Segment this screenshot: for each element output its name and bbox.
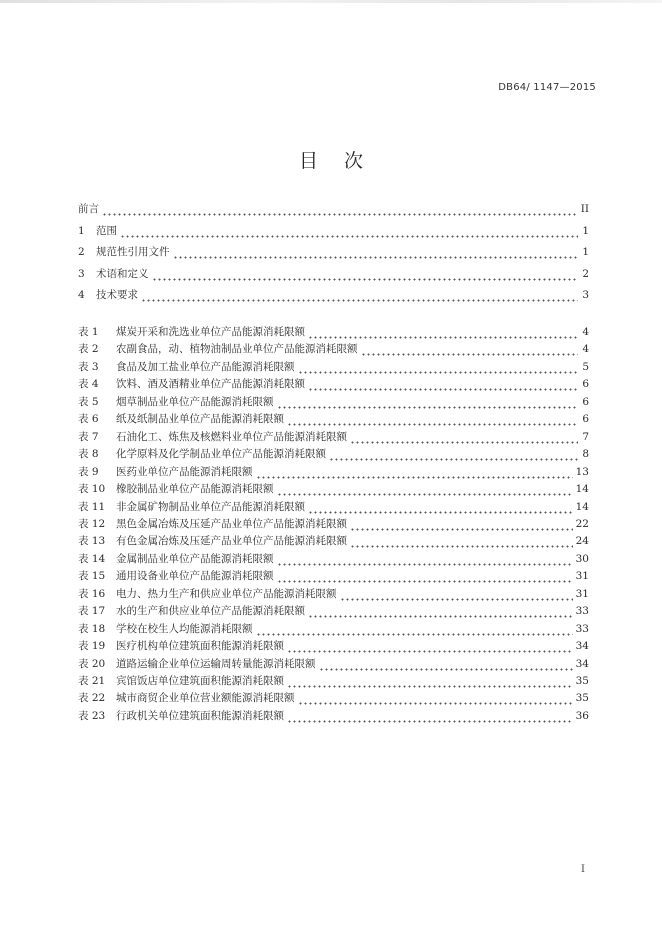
- toc-dot-leader: [277, 482, 573, 496]
- toc-entry-title: 水的生产和供应业单位产品能源消耗限额: [116, 605, 305, 618]
- toc-entry-number: 表 13: [78, 535, 106, 548]
- toc-table-entry[interactable]: [78, 393, 589, 409]
- toc-dot-leader: [256, 465, 573, 479]
- toc-dot-leader: [350, 430, 578, 444]
- toc-entry-number: 表 9: [78, 465, 99, 478]
- toc-entry-page: 24: [575, 535, 589, 548]
- toc-dot-leader: [287, 709, 573, 723]
- toc-table-entry[interactable]: [78, 637, 589, 653]
- toc-table-entry[interactable]: [78, 602, 589, 618]
- toc-dot-leader: [361, 342, 579, 356]
- toc-entry-number: 表 15: [78, 570, 106, 583]
- toc-entry-number: 表 3: [78, 360, 99, 373]
- toc-dot-leader: [298, 360, 579, 374]
- toc-entry-number: 表 11: [78, 500, 106, 513]
- toc-entry-page: 6: [582, 413, 589, 426]
- toc-dot-leader: [287, 639, 573, 653]
- toc-entry-page: 13: [575, 465, 589, 478]
- toc-entry-title: 医药业单位产品能源消耗限额: [116, 465, 253, 478]
- toc-table-entry[interactable]: [78, 323, 589, 339]
- toc-entry-title: 宾馆饭店单位建筑面积能源消耗限额: [116, 675, 284, 687]
- toc-entry-page: 30: [575, 552, 589, 565]
- toc-table-entry[interactable]: [78, 428, 589, 444]
- toc-dot-leader: [308, 604, 573, 618]
- toc-entry-page: 2: [582, 267, 589, 280]
- toc-table-entry[interactable]: [78, 340, 589, 356]
- toc-table-entry[interactable]: [78, 375, 589, 391]
- toc-entry-number: 表 10: [78, 483, 106, 496]
- toc-dot-leader: [298, 691, 573, 705]
- toc-entry-title: 城市商贸企业单位营业额能源消耗限额: [116, 692, 295, 705]
- toc-entry-title: 石油化工、炼焦及核燃料业单位产品能源消耗限额: [116, 430, 347, 443]
- toc-entry-title: 有色金属冶炼及压延产品业单位产品能源消耗限额: [116, 535, 347, 548]
- toc-table-entry[interactable]: [78, 567, 589, 583]
- toc-entry-page: 14: [575, 500, 589, 513]
- toc-entry-page: 31: [575, 570, 589, 583]
- toc-entry-page: 34: [575, 640, 589, 653]
- toc-entry-number: 表 12: [78, 517, 106, 530]
- toc-table-entry[interactable]: [78, 655, 589, 671]
- toc-entry-title: 范围: [96, 224, 117, 237]
- toc-entry-title: 纸及纸制品业单位产品能源消耗限额: [116, 413, 284, 426]
- toc-dot-leader: [102, 202, 578, 216]
- toc-entry-number: 表 2: [78, 343, 99, 356]
- toc-dot-leader: [287, 674, 573, 688]
- toc-entry-page: 5: [582, 360, 589, 373]
- toc-entry-number: 1: [78, 224, 85, 237]
- toc-entry-number: 表 5: [78, 395, 99, 408]
- toc-entry-number: 表 22: [78, 692, 106, 705]
- toc-entry-page: 1: [582, 246, 589, 259]
- toc-entry-number: 表 1: [78, 326, 99, 338]
- toc-entry-title: 学校在校生人均能源消耗限额: [116, 622, 253, 635]
- toc-table-entry[interactable]: [78, 463, 589, 479]
- toc-dot-leader: [287, 412, 578, 426]
- toc-entry-page: 3: [582, 289, 589, 302]
- toc-dot-leader: [319, 657, 573, 671]
- toc-entry-title: 术语和定义: [96, 267, 149, 280]
- toc-dot-leader: [256, 622, 573, 636]
- toc-entry-page: 36: [575, 709, 589, 722]
- toc-table-entry[interactable]: [78, 480, 589, 496]
- toc-entry-title: 食品及加工盐业单位产品能源消耗限额: [116, 360, 295, 373]
- toc-entry-title: 黑色金属冶炼及压延产品业单位产品能源消耗限额: [116, 517, 347, 530]
- toc-entry-number: 表 7: [78, 430, 99, 443]
- toc-entry-title: 非金属矿物制品业单位产品能源消耗限额: [116, 500, 305, 513]
- toc-entry-title: 技术要求: [96, 289, 138, 302]
- toc-table-entry[interactable]: [78, 550, 589, 566]
- toc-table-entry[interactable]: [78, 410, 589, 426]
- toc-dot-leader: [350, 517, 573, 531]
- toc-dot-leader: [277, 569, 573, 583]
- toc-entry-number: 4: [78, 289, 85, 302]
- toc-dot-leader: [277, 552, 573, 566]
- toc-dot-leader: [120, 224, 578, 238]
- toc-entry-number: 表 20: [78, 657, 106, 670]
- toc-entry-page: 6: [582, 378, 589, 391]
- toc-entry-page: 4: [582, 326, 589, 338]
- toc-entry-number: 表 16: [78, 587, 106, 600]
- toc-table-entry[interactable]: [78, 672, 589, 688]
- toc-entry-title: 电力、热力生产和供应业单位产品能源消耗限额: [116, 587, 337, 600]
- toc-entry-title: 金属制品业单位产品能源消耗限额: [116, 552, 274, 565]
- toc-table-entry[interactable]: [78, 358, 589, 374]
- toc-dot-leader: [350, 534, 573, 548]
- toc-dot-leader: [340, 587, 573, 601]
- toc-entry-number: 表 21: [78, 675, 106, 687]
- toc-entry-number: 2: [78, 246, 85, 259]
- toc-table-entry[interactable]: [78, 620, 589, 636]
- toc-entry-number: 表 14: [78, 552, 106, 565]
- toc-entry-title: 道路运输企业单位运输周转量能源消耗限额: [116, 657, 316, 670]
- toc-entry-number: 表 6: [78, 413, 99, 426]
- toc-table-entry[interactable]: [78, 498, 589, 514]
- toc-dot-leader: [329, 447, 578, 461]
- document-code: DB64/ 1147—2015: [498, 82, 596, 93]
- toc-dot-leader: [141, 288, 578, 302]
- toc-entry-number: 表 19: [78, 640, 106, 653]
- toc-entry-title: 饮料、酒及酒精业单位产品能源消耗限额: [116, 378, 305, 391]
- toc-table-entry[interactable]: [78, 532, 589, 548]
- toc-entry-title: 行政机关单位建筑面积能源消耗限额: [116, 709, 284, 722]
- toc-entry-number: 表 23: [78, 709, 106, 722]
- toc-entry-page: 6: [582, 395, 589, 408]
- toc-table-entry[interactable]: [78, 707, 589, 723]
- toc-entry-page: 22: [575, 517, 589, 530]
- toc-entry-title: 通用设备业单位产品能源消耗限额: [116, 570, 274, 583]
- toc-section-entry[interactable]: [78, 265, 589, 281]
- toc-entry-number: 3: [78, 267, 85, 280]
- toc-entry-title: 橡胶制品业单位产品能源消耗限额: [116, 483, 274, 496]
- toc-entry-title: 煤炭开采和洗选业单位产品能源消耗限额: [116, 326, 305, 338]
- toc-dot-leader: [308, 500, 573, 514]
- page-title: 目次: [298, 150, 389, 172]
- toc-entry-number: 表 18: [78, 622, 106, 635]
- toc-entry-number: 表 4: [78, 378, 99, 391]
- toc-entry-page: 34: [575, 657, 589, 670]
- toc-entry-number: 表 17: [78, 605, 106, 618]
- toc-entry-page: 4: [582, 343, 589, 356]
- toc-dot-leader: [152, 267, 579, 281]
- toc-entry-page: 33: [575, 605, 589, 618]
- toc-dot-leader: [277, 395, 579, 409]
- toc-section-entry[interactable]: [78, 286, 589, 302]
- toc-table-entry[interactable]: [78, 515, 589, 531]
- toc-entry-page: 35: [575, 692, 589, 705]
- toc-table-entry[interactable]: [78, 689, 589, 705]
- toc-entry-title: 农副食品，动、植物油制品业单位产品能源消耗限额: [116, 343, 358, 356]
- toc-entry-page: 35: [575, 675, 589, 687]
- toc-entry-title: 化学原料及化学制品业单位产品能源消耗限额: [116, 448, 326, 461]
- toc-table-entry[interactable]: [78, 445, 589, 461]
- toc-entry-title: 前言: [78, 203, 99, 215]
- toc-entry-title: 医疗机构单位建筑面积能源消耗限额: [116, 640, 284, 653]
- scan-top-edge: [0, 0, 662, 3]
- toc-entry-page: 14: [575, 483, 589, 496]
- toc-entry-page: 31: [575, 587, 589, 600]
- toc-section-entry[interactable]: [78, 200, 589, 216]
- toc-entry-page: 1: [582, 224, 589, 237]
- toc-entry-page: 33: [575, 622, 589, 635]
- toc-entry-title: 规范性引用文件: [96, 246, 170, 259]
- toc-section-entry[interactable]: [78, 222, 589, 238]
- page-number: I: [581, 864, 585, 875]
- toc-entry-page: 7: [582, 430, 589, 443]
- toc-section-entry[interactable]: [78, 243, 589, 259]
- toc-entry-number: 表 8: [78, 448, 99, 461]
- toc-table-entry[interactable]: [78, 585, 589, 601]
- toc-dot-leader: [308, 377, 578, 391]
- toc-entry-title: 烟草制品业单位产品能源消耗限额: [116, 395, 274, 408]
- toc-dot-leader: [308, 325, 578, 339]
- toc-entry-page: 8: [582, 448, 589, 461]
- toc-dot-leader: [173, 245, 579, 259]
- toc-entry-page: II: [580, 203, 589, 215]
